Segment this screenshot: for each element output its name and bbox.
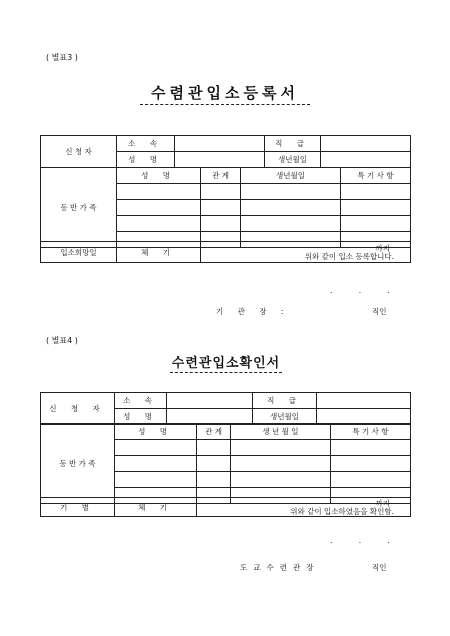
form4-rank-label: 직 급 — [253, 393, 317, 409]
form4-col-relation: 관 계 — [197, 424, 231, 440]
form3-birth-label: 생년월일 — [265, 152, 321, 168]
form3-name-field[interactable] — [175, 152, 265, 168]
form4-date: . . . — [330, 536, 402, 545]
form3-applicant-label: 신 청 자 — [41, 136, 117, 168]
form3-name-label: 성 명 — [117, 152, 175, 168]
form3-col-name: 성 명 — [117, 168, 201, 184]
table-cell[interactable] — [201, 184, 241, 200]
form3-until: 까지 — [375, 244, 390, 253]
form4-title: 수련관입소확인서 — [170, 352, 282, 373]
form3-family-label: 동 반 가 족 — [41, 168, 117, 248]
form4-statement: 위와 같이 입소하였음을 확인함. — [290, 507, 394, 516]
form4-affiliation-field[interactable] — [167, 393, 253, 409]
form4-col-special: 특 기 사 항 — [331, 424, 411, 440]
form4-family-table — [40, 423, 411, 504]
table-cell[interactable] — [115, 440, 197, 456]
table-cell[interactable] — [231, 440, 331, 456]
form4-period-field[interactable] — [197, 498, 411, 517]
form4-name-label: 성 명 — [115, 409, 167, 425]
form3-rank-label: 직 급 — [265, 136, 321, 152]
table-cell[interactable] — [331, 472, 411, 488]
form4-birth-label: 생년월일 — [253, 409, 317, 425]
form3-period-table — [40, 241, 411, 263]
table-cell[interactable] — [241, 184, 341, 200]
form4-col-birth: 생 년 월 일 — [231, 424, 331, 440]
table-cell[interactable] — [115, 472, 197, 488]
form4-affiliation-label: 소 속 — [115, 393, 167, 409]
form4-agency: 도교수련관장 — [240, 563, 320, 572]
table-cell[interactable] — [231, 456, 331, 472]
form3-affiliation-label: 소 속 — [117, 136, 175, 152]
form3-col-birth: 생년월일 — [241, 168, 341, 184]
form3-rank-field[interactable] — [321, 136, 411, 152]
table-cell[interactable] — [231, 472, 331, 488]
form4-period-label: 기 별 — [41, 498, 115, 517]
form3-period-label: 입소희망일 — [41, 242, 117, 263]
form3-tag: ( 별표3 ) — [46, 53, 78, 62]
table-cell[interactable] — [201, 200, 241, 216]
table-cell[interactable] — [241, 216, 341, 232]
table-cell[interactable] — [331, 456, 411, 472]
table-cell[interactable] — [341, 184, 411, 200]
form3-family-table — [40, 167, 411, 248]
form3-title: 수렴관입소등록서 — [140, 82, 310, 105]
form3-affiliation-field[interactable] — [175, 136, 265, 152]
table-cell[interactable] — [197, 456, 231, 472]
table-cell[interactable] — [117, 184, 201, 200]
form3-seal: 직인 — [372, 307, 387, 316]
table-cell[interactable] — [341, 216, 411, 232]
form4-until: 까지 — [375, 499, 390, 508]
form4-tag: ( 별표4 ) — [46, 336, 78, 345]
form3-birth-field[interactable] — [321, 152, 411, 168]
table-cell[interactable] — [201, 216, 241, 232]
form4-period-value: 체 기 — [115, 498, 197, 517]
form3-col-special: 특 기 사 항 — [341, 168, 411, 184]
form3-agency: 기 관 장 : — [216, 307, 290, 316]
form4-period-table — [40, 497, 411, 517]
form4-seal: 직인 — [372, 563, 387, 572]
form3-period-field[interactable] — [201, 242, 411, 263]
table-cell[interactable] — [197, 440, 231, 456]
form4-applicant-table — [40, 392, 411, 425]
form4-col-name: 성 명 — [115, 424, 197, 440]
table-cell[interactable] — [341, 200, 411, 216]
form4-family-label: 동 반 가 족 — [41, 424, 115, 504]
form3-date: . . . — [330, 286, 402, 295]
form4-rank-field[interactable] — [317, 393, 411, 409]
table-cell[interactable] — [331, 440, 411, 456]
table-cell[interactable] — [115, 456, 197, 472]
table-cell[interactable] — [197, 472, 231, 488]
form3-col-relation: 관 계 — [201, 168, 241, 184]
table-cell[interactable] — [117, 216, 201, 232]
table-cell[interactable] — [117, 200, 201, 216]
form4-applicant-label: 신 청 자 — [41, 393, 115, 425]
form3-period-value: 체 기 — [117, 242, 201, 263]
form3-applicant-table — [40, 135, 411, 168]
form3-statement: 위와 같이 입소 등록합니다. — [304, 252, 394, 261]
table-cell[interactable] — [241, 200, 341, 216]
